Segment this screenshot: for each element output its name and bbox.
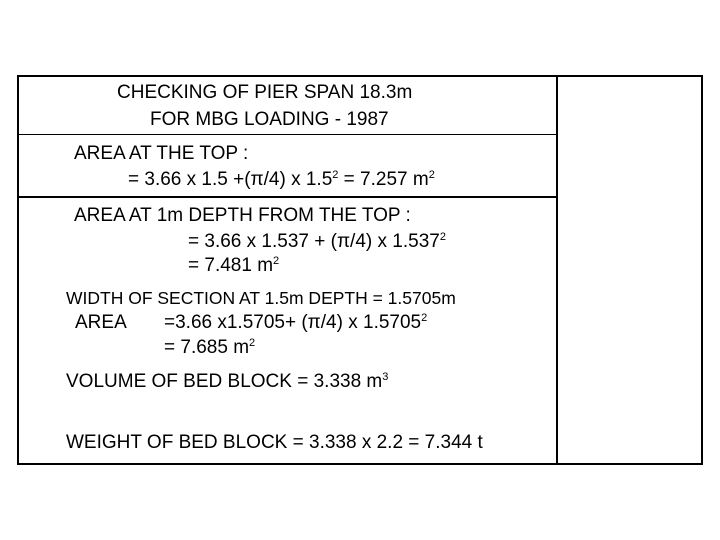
section-area-result: = 7.685 $m^2$ [164,337,256,358]
section-area-label: AREA [75,312,127,333]
title-line-2: FOR MBG LOADING - 1987 [150,109,389,130]
title-line-1: CHECKING OF PIER SPAN 18.3m [117,82,413,103]
section-width-line: WIDTH OF SECTION AT 1.5m DEPTH = 1.5705m [66,288,456,308]
depth-1m-calculation: = 3.66 x 1.537 + (π/4) x 1.537$^2$ [188,231,446,252]
top-area-calculation: = 3.66 x 1.5 +(π/4) x $1.5^2 = 7.257$ $m^2$ [128,169,435,190]
weight-line: WEIGHT OF BED BLOCK = 3.338 x 2.2 = 7.344 t [66,432,483,453]
depth-1m-label: AREA AT 1m DEPTH FROM THE TOP : [74,205,411,226]
top-area-label: AREA AT THE TOP : [74,143,249,164]
section-area-calculation: =3.66 x1.5705+ (π/4) x 1.5705$^2$ [164,312,428,333]
depth-1m-result: = 7.481 $m^2$ [188,255,280,276]
row-divider-title [17,134,558,135]
row-divider-top-area [17,196,558,198]
volume-line: VOLUME OF BED BLOCK = 3.338 $m^3$ [66,371,389,392]
